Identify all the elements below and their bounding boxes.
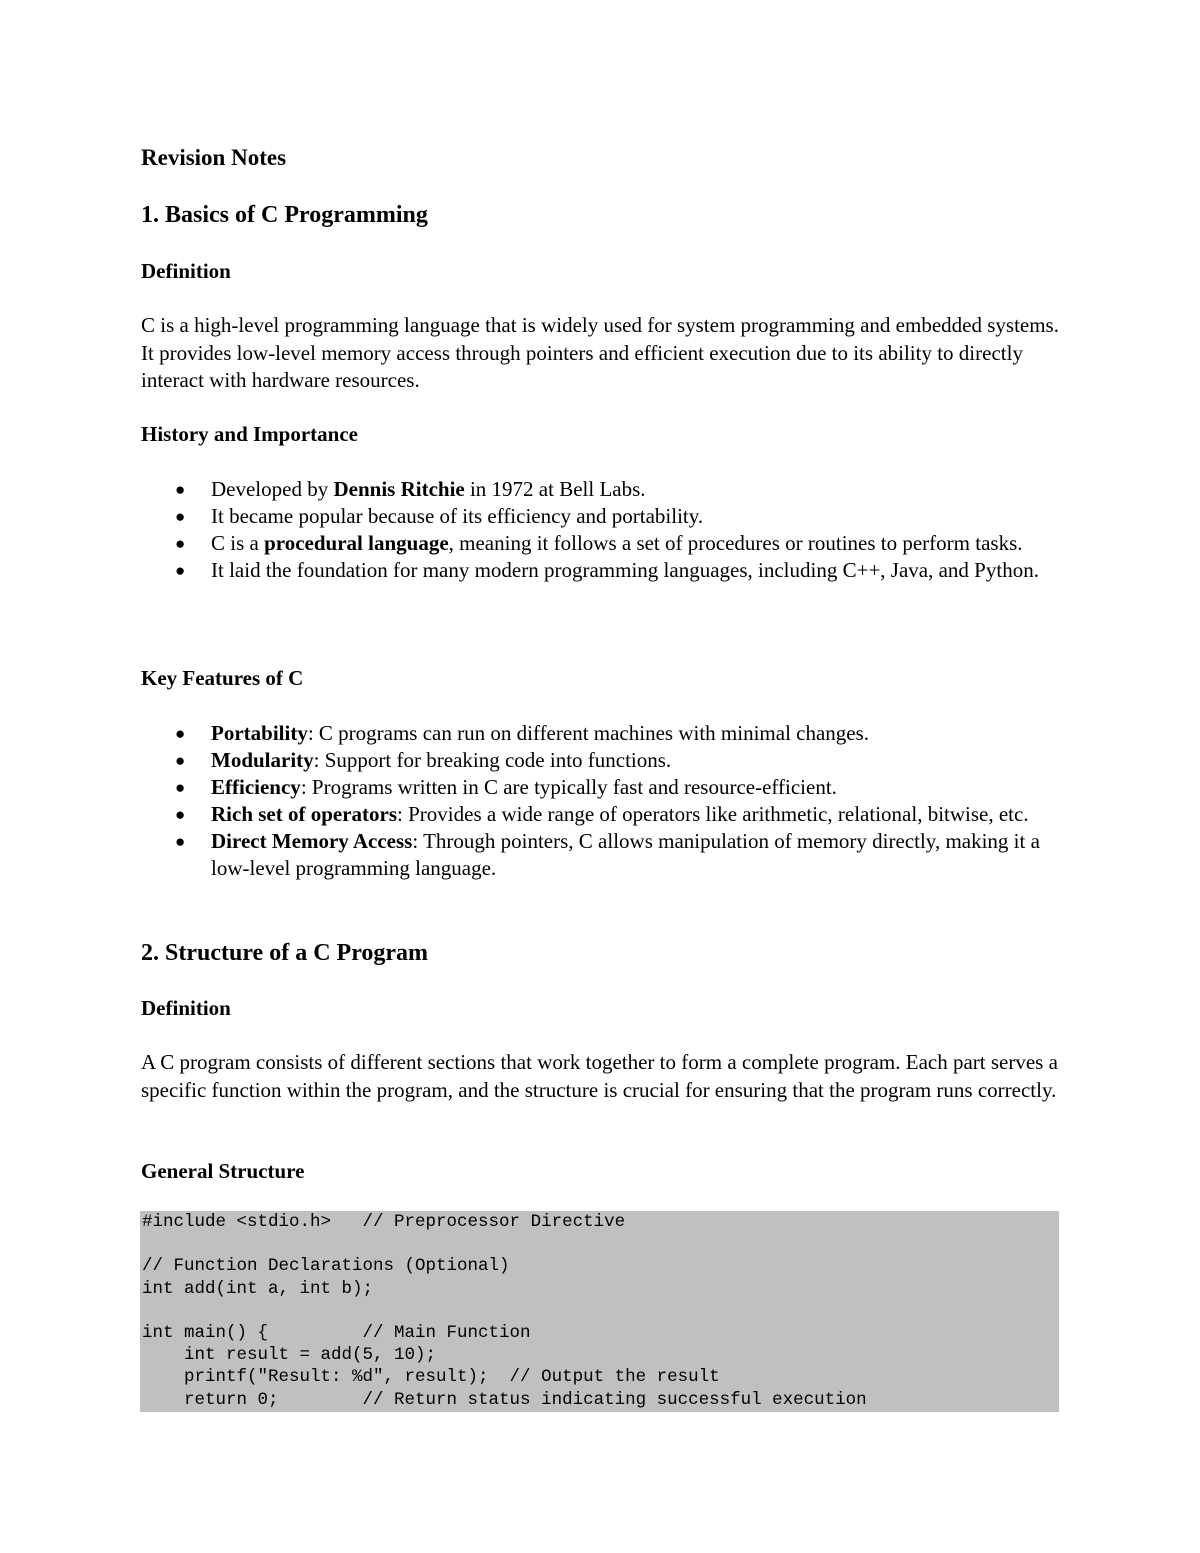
bullet-icon: ● — [175, 778, 186, 797]
bold-term: Dennis Ritchie — [333, 477, 465, 501]
list-item — [141, 557, 1041, 584]
code-line: // Function Declarations (Optional) — [142, 1256, 510, 1277]
features-list — [141, 720, 1041, 882]
item-text: in 1972 at Bell Labs. — [464, 477, 646, 501]
bold-term: Modularity — [211, 748, 314, 772]
bullet-icon: ● — [175, 805, 186, 824]
code-line — [140, 1300, 1059, 1322]
bold-term: Direct Memory Access — [211, 829, 413, 853]
code-line — [140, 1233, 1059, 1255]
features-heading: Key Features of C — [141, 666, 304, 690]
bold-term: Rich set of operators — [211, 802, 398, 826]
bold-term: Efficiency — [211, 775, 301, 799]
code-line: int add(int a, int b); — [142, 1278, 374, 1299]
list-item — [141, 720, 1041, 747]
bullet-icon: ● — [175, 534, 186, 553]
history-heading: History and Importance — [141, 422, 358, 446]
list-item — [141, 774, 1041, 801]
item-text: : Support for breaking code into functions. — [313, 748, 672, 772]
item-text: : C programs can run on different machines with minimal changes. — [307, 721, 870, 745]
item-text: C is a — [211, 531, 265, 555]
document-title: Revision Notes — [141, 145, 287, 170]
definition-heading: Definition — [141, 259, 231, 283]
section-heading-structure: 2. Structure of a C Program — [141, 940, 429, 966]
list-item — [141, 747, 1041, 774]
list-item — [141, 530, 1041, 557]
list-item — [141, 503, 1041, 530]
code-line: int main() { // Main Function — [142, 1322, 531, 1343]
bullet-icon: ● — [175, 507, 186, 526]
code-line: return 0; // Return status indicating successful execution — [142, 1389, 867, 1410]
bullet-icon: ● — [175, 480, 186, 499]
bold-term: procedural language — [264, 531, 449, 555]
definition-heading-2: Definition — [141, 996, 231, 1020]
list-item — [141, 828, 1041, 882]
bullet-icon: ● — [175, 751, 186, 770]
definition-paragraph: C is a high-level programming language that is widely used for system programming and embedded systems. It provides low-level memory access through pointers and efficient execution due to its ability to directly interact with hardware resources. — [141, 313, 1059, 392]
list-item — [141, 476, 1041, 503]
item-text: : Provides a wide range of operators like arithmetic, relational, bitwise, etc. — [397, 802, 1029, 826]
bullet-icon: ● — [175, 724, 186, 743]
bold-term: Portability — [211, 721, 308, 745]
general-structure-heading: General Structure — [141, 1159, 305, 1183]
bullet-icon: ● — [175, 832, 186, 851]
item-text: It laid the foundation for many modern programming languages, including C++, Java, and Python. — [211, 558, 1039, 582]
item-text: : Through pointers, C allows manipulation of memory directly, making it a low-level programming language. — [211, 829, 1040, 880]
item-text: , meaning it follows a set of procedures or routines to perform tasks. — [448, 531, 1023, 555]
structure-definition-paragraph: A C program consists of different sections that work together to form a complete program. Each part serves a specific function within the program, and the structure is crucial for ensuring that the program runs correctly. — [141, 1050, 1058, 1102]
code-line: printf("Result: %d", result); // Output the result — [142, 1367, 720, 1388]
code-line: int result = add(5, 10); — [142, 1345, 437, 1366]
item-text: Developed by — [211, 477, 334, 501]
code-line: #include <stdio.h> // Preprocessor Directive — [142, 1212, 626, 1232]
item-text: : Programs written in C are typically fast and resource-efficient. — [300, 775, 837, 799]
history-list — [141, 476, 1041, 584]
code-block — [140, 1211, 1059, 1412]
section-heading-basics: 1. Basics of C Programming — [141, 202, 428, 228]
item-text: It became popular because of its efficiency and portability. — [211, 504, 704, 528]
list-item — [141, 801, 1041, 828]
bullet-icon: ● — [175, 561, 186, 580]
